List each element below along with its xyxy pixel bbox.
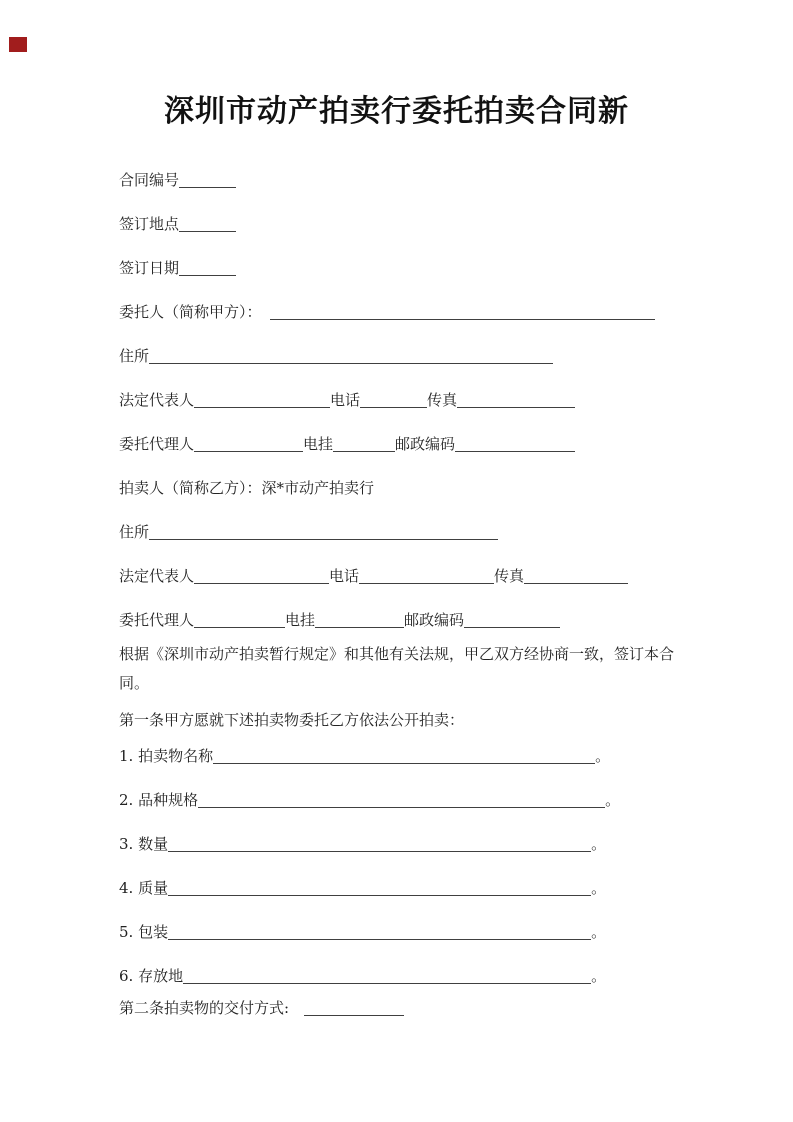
auctioneer-address-line: [119, 523, 676, 542]
field-label: 法定代表人: [119, 567, 195, 585]
field-label: 住所: [119, 347, 150, 365]
field-label: 签订日期: [119, 259, 180, 277]
blank-line: [179, 174, 236, 188]
field-label: 2. 品种规格: [119, 791, 199, 809]
auctioneer-legal-rep-line: [119, 567, 676, 586]
field-label: 。: [591, 923, 607, 941]
blank-line: [183, 970, 591, 984]
preamble-paragraph: 根据《深圳市动产拍卖暂行规定》和其他有关法规，甲乙双方经协商一致，签订本合同。: [119, 645, 675, 692]
blank-line: [457, 394, 575, 408]
field-label: 法定代表人: [119, 391, 195, 409]
field-label: 委托代理人: [119, 435, 195, 453]
field-label: 签订地点: [119, 215, 180, 233]
auctioneer-line: [119, 479, 676, 498]
field-label: 。: [591, 835, 607, 853]
blank-line: [270, 306, 655, 320]
item-storage-line: [119, 967, 676, 986]
contract-number-line: [119, 171, 676, 190]
blank-line: [168, 882, 591, 896]
field-label: 住所: [119, 523, 150, 541]
field-label: 传真: [494, 567, 525, 585]
corner-mark: [9, 37, 27, 52]
field-label: 4. 质量: [119, 879, 169, 897]
blank-line: [304, 1002, 404, 1016]
field-label: 委托代理人: [119, 611, 195, 629]
blank-line: [360, 394, 427, 408]
blank-line: [149, 526, 498, 540]
blank-line: [213, 750, 595, 764]
party-fields-section: [119, 171, 676, 630]
field-label: 委托人（简称甲方）：: [119, 303, 262, 321]
consignor-agent-line: [119, 435, 676, 454]
blank-line: [194, 614, 285, 628]
field-label: 电挂: [285, 611, 316, 629]
auctioneer-agent-line: [119, 611, 676, 630]
blank-line: [333, 438, 395, 452]
blank-line: [524, 570, 628, 584]
doc-title: 深圳市动产拍卖行委托拍卖合同新: [164, 94, 629, 129]
blank-line: [198, 794, 605, 808]
blank-line: [194, 394, 330, 408]
blank-line: [464, 614, 560, 628]
blank-line: [168, 838, 591, 852]
item-quantity-line: [119, 835, 676, 854]
field-label: 。: [605, 791, 621, 809]
auction-items-section: [119, 747, 676, 986]
article2-section: [119, 999, 676, 1018]
field-label: 。: [591, 879, 607, 897]
field-label: 3. 数量: [119, 835, 169, 853]
field-label: 电话: [329, 567, 360, 585]
blank-line: [149, 350, 553, 364]
article1-heading: 第一条甲方愿就下述拍卖物委托乙方依法公开拍卖：: [119, 711, 465, 729]
consignor-legal-rep-line: [119, 391, 676, 410]
item-quality-line: [119, 879, 676, 898]
signing-place-line: [119, 215, 676, 234]
blank-line: [194, 570, 329, 584]
item-packaging-line: [119, 923, 676, 942]
article2-delivery-line: [119, 999, 676, 1018]
item-spec-line: [119, 791, 676, 810]
consignor-address-line: [119, 347, 676, 366]
blank-line: [359, 570, 494, 584]
field-label: 第二条拍卖物的交付方式:: [119, 999, 294, 1017]
field-label: 电挂: [303, 435, 334, 453]
blank-line: [455, 438, 575, 452]
consignor-line: [119, 303, 676, 322]
field-label: 5. 包装: [119, 923, 169, 941]
doc-content: [119, 171, 676, 1043]
field-label: 邮政编码: [395, 435, 456, 453]
field-label: 1. 拍卖物名称: [119, 747, 214, 765]
blank-line: [179, 218, 236, 232]
blank-line: [179, 262, 236, 276]
signing-date-line: [119, 259, 676, 278]
blank-line: [168, 926, 591, 940]
item-name-line: [119, 747, 676, 766]
field-label: 合同编号: [119, 171, 180, 189]
field-label: 邮政编码: [404, 611, 465, 629]
field-label: 拍卖人（简称乙方）：深*市动产拍卖行: [119, 479, 375, 497]
blank-line: [315, 614, 404, 628]
field-label: 传真: [427, 391, 458, 409]
field-label: 。: [595, 747, 611, 765]
field-label: 。: [591, 967, 607, 985]
blank-line: [194, 438, 303, 452]
field-label: 6. 存放地: [119, 967, 184, 985]
field-label: 电话: [330, 391, 361, 409]
